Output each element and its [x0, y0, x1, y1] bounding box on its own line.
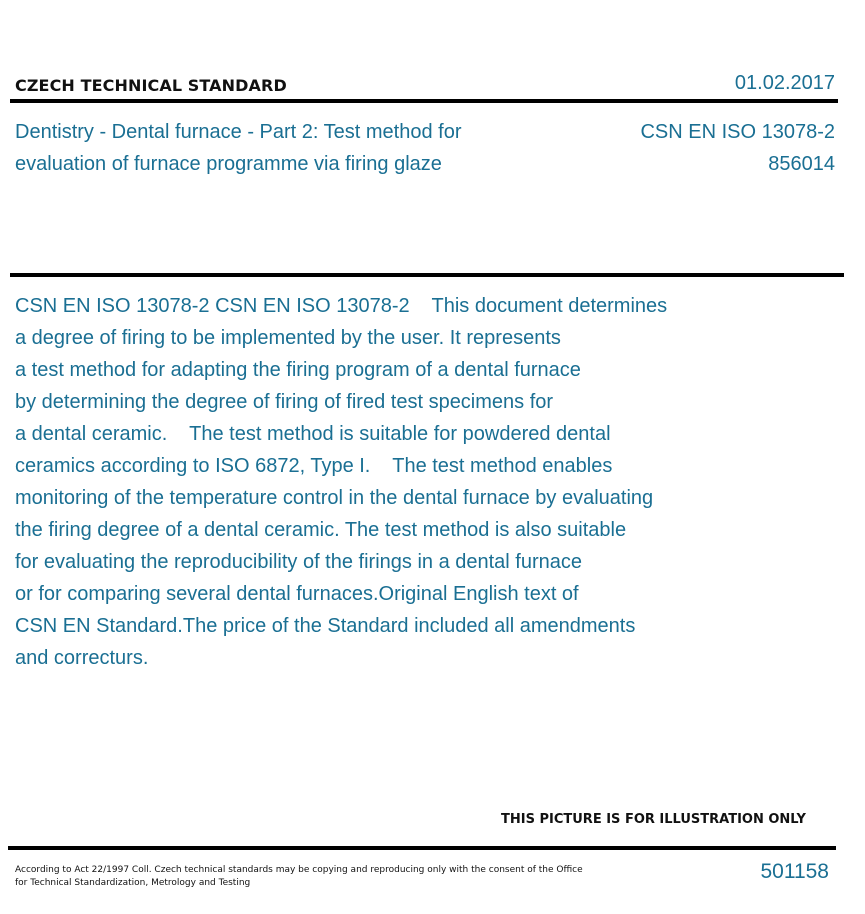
legal-notice [15, 864, 615, 890]
abstract-line: a dental ceramic. The test method is suitable for powdered dental [15, 423, 611, 445]
header-divider [10, 99, 838, 103]
classification-number: 856014 [768, 153, 835, 175]
abstract-line: for evaluating the reproducibility of the firings in a dental furnace [15, 551, 583, 573]
abstract-line: monitoring of the temperature control in the dental furnace by evaluating [15, 487, 654, 509]
standard-title-line: Dentistry - Dental furnace - Part 2: Test method for [15, 121, 462, 143]
publication-date: 01.02.2017 [734, 72, 835, 94]
standard-identifiers [640, 116, 835, 180]
legal-notice-line: According to Act 22/1997 Coll. Czech technical standards may be copying and reproducing only with the consent of the Office [15, 865, 583, 875]
section-divider [10, 273, 844, 277]
standard-abstract [15, 290, 775, 674]
abstract-line: CSN EN ISO 13078-2 CSN EN ISO 13078-2 This document determines [15, 295, 668, 317]
abstract-line: CSN EN Standard.The price of the Standard included all amendments [15, 615, 636, 637]
document-type-label: CZECH TECHNICAL STANDARD [15, 76, 287, 95]
abstract-line: a test method for adapting the firing program of a dental furnace [15, 359, 581, 381]
abstract-line: a degree of firing to be implemented by the user. It represents [15, 327, 561, 349]
abstract-line: ceramics according to ISO 6872, Type I. The test method enables [15, 455, 613, 477]
illustration-disclaimer: THIS PICTURE IS FOR ILLUSTRATION ONLY [501, 812, 806, 827]
standard-code: CSN EN ISO 13078-2 [640, 121, 835, 143]
footer-divider [8, 846, 836, 850]
abstract-line: by determining the degree of firing of fired test specimens for [15, 391, 554, 413]
standard-title-line: evaluation of furnace programme via firing glaze [15, 153, 442, 175]
abstract-line: or for comparing several dental furnaces.Original English text of [15, 583, 579, 605]
abstract-line: the firing degree of a dental ceramic. The test method is also suitable [15, 519, 627, 541]
abstract-line: and correcturs. [15, 647, 149, 669]
standard-title [15, 116, 535, 180]
document-number: 501158 [760, 860, 829, 883]
legal-notice-line: for Technical Standardization, Metrology and Testing [15, 878, 251, 888]
